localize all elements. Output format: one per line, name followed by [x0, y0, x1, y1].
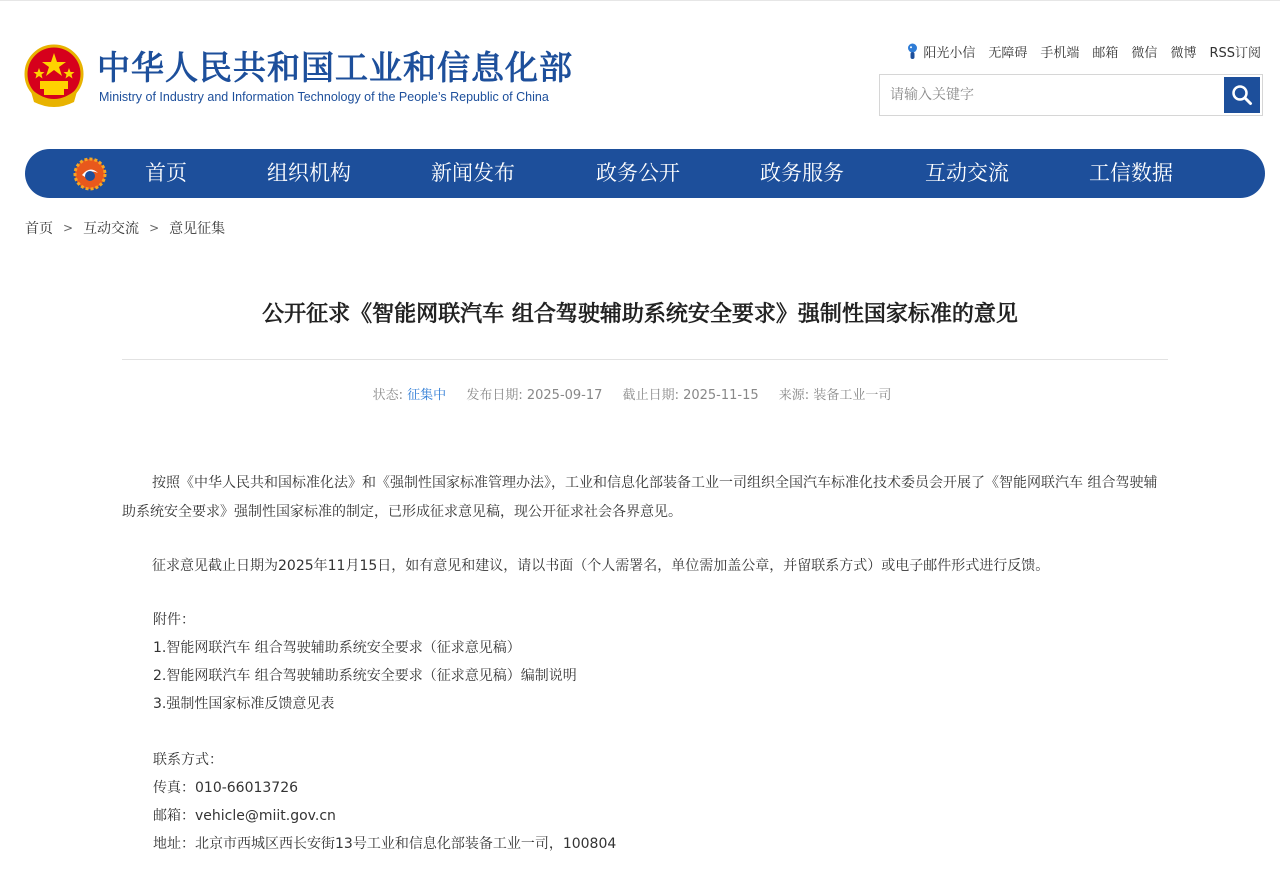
breadcrumb-separator: > — [149, 221, 160, 235]
top-link-rss[interactable]: RSS订阅 — [1209, 46, 1261, 61]
top-link-sunshine[interactable] — [906, 42, 975, 61]
attachment-link[interactable]: 2.智能网联汽车 组合驾驶辅助系统安全要求（征求意见稿）编制说明 — [153, 668, 577, 684]
title-divider — [122, 359, 1168, 360]
article-meta — [0, 384, 1280, 403]
deadline-date: 2025-11-15 — [683, 388, 759, 403]
search-input[interactable] — [880, 75, 1224, 115]
contact-fax: 传真：010-66013726 — [153, 780, 299, 796]
attachment-link[interactable]: 3.强制性国家标准反馈意见表 — [153, 696, 335, 712]
publish-date-label: 发布日期: — [466, 388, 523, 403]
miit-logo-icon — [73, 157, 107, 191]
top-link-wechat[interactable]: 微信 — [1131, 46, 1158, 61]
breadcrumb-opinion[interactable]: 意见征集 — [169, 221, 226, 237]
top-link-accessibility[interactable]: 无障碍 — [988, 46, 1028, 61]
search-icon — [1231, 84, 1253, 106]
top-border — [0, 0, 1280, 4]
nav-government-affairs[interactable]: 政务公开 — [596, 161, 680, 185]
nav-services[interactable]: 政务服务 — [760, 161, 844, 185]
source-value: 装备工业一司 — [813, 388, 892, 403]
attachments-label: 附件： — [153, 612, 195, 628]
main-nav — [25, 149, 1265, 198]
breadcrumb — [25, 218, 225, 238]
nav-interaction[interactable]: 互动交流 — [925, 161, 1009, 185]
site-subtitle[interactable]: Ministry of Industry and Information Technology of the People’s Republic of China — [99, 90, 549, 104]
breadcrumb-interaction[interactable]: 互动交流 — [83, 221, 140, 237]
article-paragraph: 征求意见截止日期为2025年11月15日，如有意见和建议，请以书面（个人需署名，单位需加盖公章，并留联系方式）或电子邮件形式进行反馈。 — [152, 558, 1050, 574]
top-link-label: 阳光小信 — [923, 46, 976, 61]
nav-organization[interactable]: 组织机构 — [267, 161, 351, 185]
contact-label: 联系方式： — [153, 752, 223, 768]
top-links — [906, 42, 1261, 61]
search-button[interactable] — [1224, 77, 1260, 113]
mascot-icon — [906, 43, 919, 61]
nav-home[interactable]: 首页 — [145, 161, 187, 185]
search-box — [879, 74, 1263, 116]
top-link-mobile[interactable]: 手机端 — [1040, 46, 1080, 61]
top-link-weibo[interactable]: 微博 — [1170, 46, 1197, 61]
attachment-link[interactable]: 1.智能网联汽车 组合驾驶辅助系统安全要求（征求意见稿） — [153, 640, 521, 656]
source-label: 来源: — [778, 388, 810, 403]
nav-data[interactable]: 工信数据 — [1089, 161, 1173, 185]
contact-address: 地址：北京市西城区西长安街13号工业和信息化部装备工业一司，100804 — [153, 836, 617, 852]
contact-email: 邮箱：vehicle@miit.gov.cn — [153, 808, 336, 824]
article-title: 公开征求《智能网联汽车 组合驾驶辅助系统安全要求》强制性国家标准的意见 — [262, 302, 1018, 327]
article-paragraph: 按照《中华人民共和国标准化法》和《强制性国家标准管理办法》，工业和信息化部装备工业一司组织全国汽车标准化技术委员会开展了《智能网联汽车 组合驾驶辅助系统安全要求》强制性国家标准的制定，已形成征求意见稿，现公开征求社会各界意见。 — [122, 475, 1158, 520]
publish-date: 2025-09-17 — [526, 388, 603, 403]
national-emblem-icon — [24, 44, 84, 110]
nav-news[interactable]: 新闻发布 — [431, 161, 515, 185]
deadline-label: 截止日期: — [622, 388, 679, 403]
status-label: 状态: — [372, 388, 404, 403]
site-title[interactable]: 中华人民共和国工业和信息化部 — [97, 48, 573, 87]
breadcrumb-separator: > — [63, 221, 74, 235]
top-link-mailbox[interactable]: 邮箱 — [1092, 46, 1119, 61]
breadcrumb-home[interactable]: 首页 — [25, 221, 53, 237]
status-value: 征集中 — [407, 388, 447, 403]
